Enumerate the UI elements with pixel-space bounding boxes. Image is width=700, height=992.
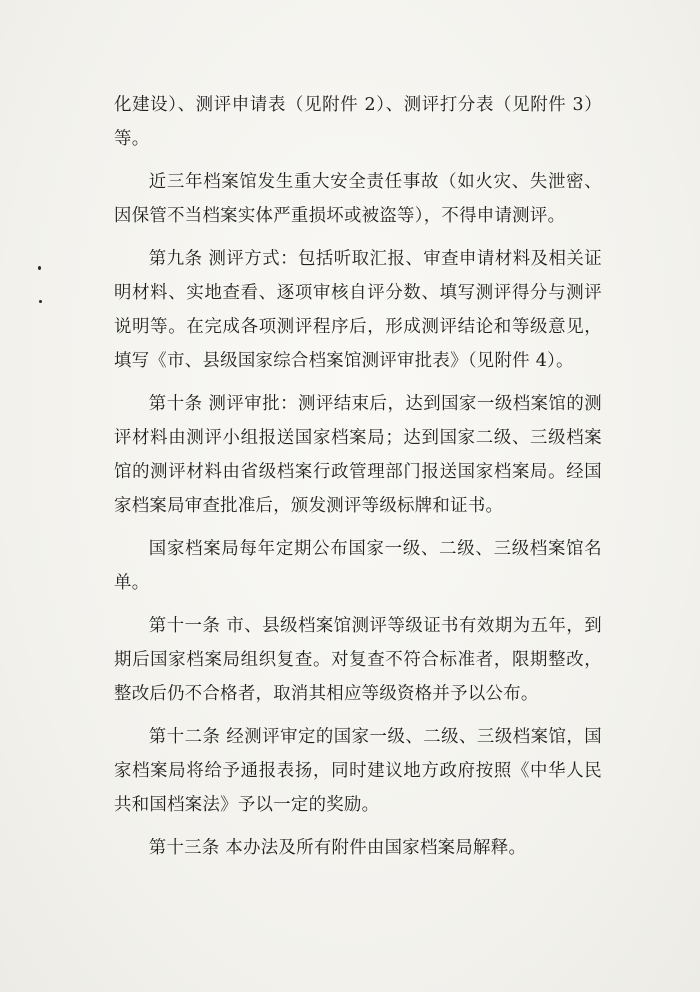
paragraph-article-10: 第十条 测评审批：测评结束后，达到国家一级档案馆的测评材料由测评小组报送国家档案局；达到国家二级、三级档案馆的测评材料由省级档案行政管理部门报送国家档案局。经国家档案局审查批准后，颁发测评等级标牌和证书。	[114, 393, 602, 517]
paragraph-article-11: 第十一条 市、县级档案馆测评等级证书有效期为五年，到期后国家档案局组织复查。对复查不符合标准者，限期整改，整改后仍不合格者，取消其相应等级资格并予以公布。	[114, 615, 602, 705]
paragraph-continuation: 化建设）、测评申请表（见附件 2）、测评打分表（见附件 3）等。	[114, 95, 602, 150]
paragraph-article-12: 第十二条 经测评审定的国家一级、二级、三级档案馆，国家档案局将给予通报表扬，同时建议地方政府按照《中华人民共和国档案法》予以一定的奖励。	[114, 726, 602, 816]
paragraph-article-13: 第十三条 本办法及所有附件由国家档案局解释。	[148, 837, 527, 858]
paragraph-safety-incident: 近三年档案馆发生重大安全责任事故（如火灾、失泄密、因保管不当档案实体严重损坏或被盗等），不得申请测评。	[114, 171, 602, 226]
paragraph-article-9: 第九条 测评方式：包括听取汇报、审查申请材料及相关证明材料、实地查看、逐项审核自评分数、填写测评得分与测评说明等。在完成各项测评程序后，形成测评结论和等级意见，填写《市、县级国家综合档案馆测评审批表》（见附件 4）。	[114, 248, 602, 372]
document-body	[114, 88, 602, 873]
scan-speck-1	[38, 266, 41, 270]
scan-speck-2	[39, 300, 42, 303]
paragraph-annual-list: 国家档案局每年定期公布国家一级、二级、三级档案馆名单。	[114, 539, 602, 594]
